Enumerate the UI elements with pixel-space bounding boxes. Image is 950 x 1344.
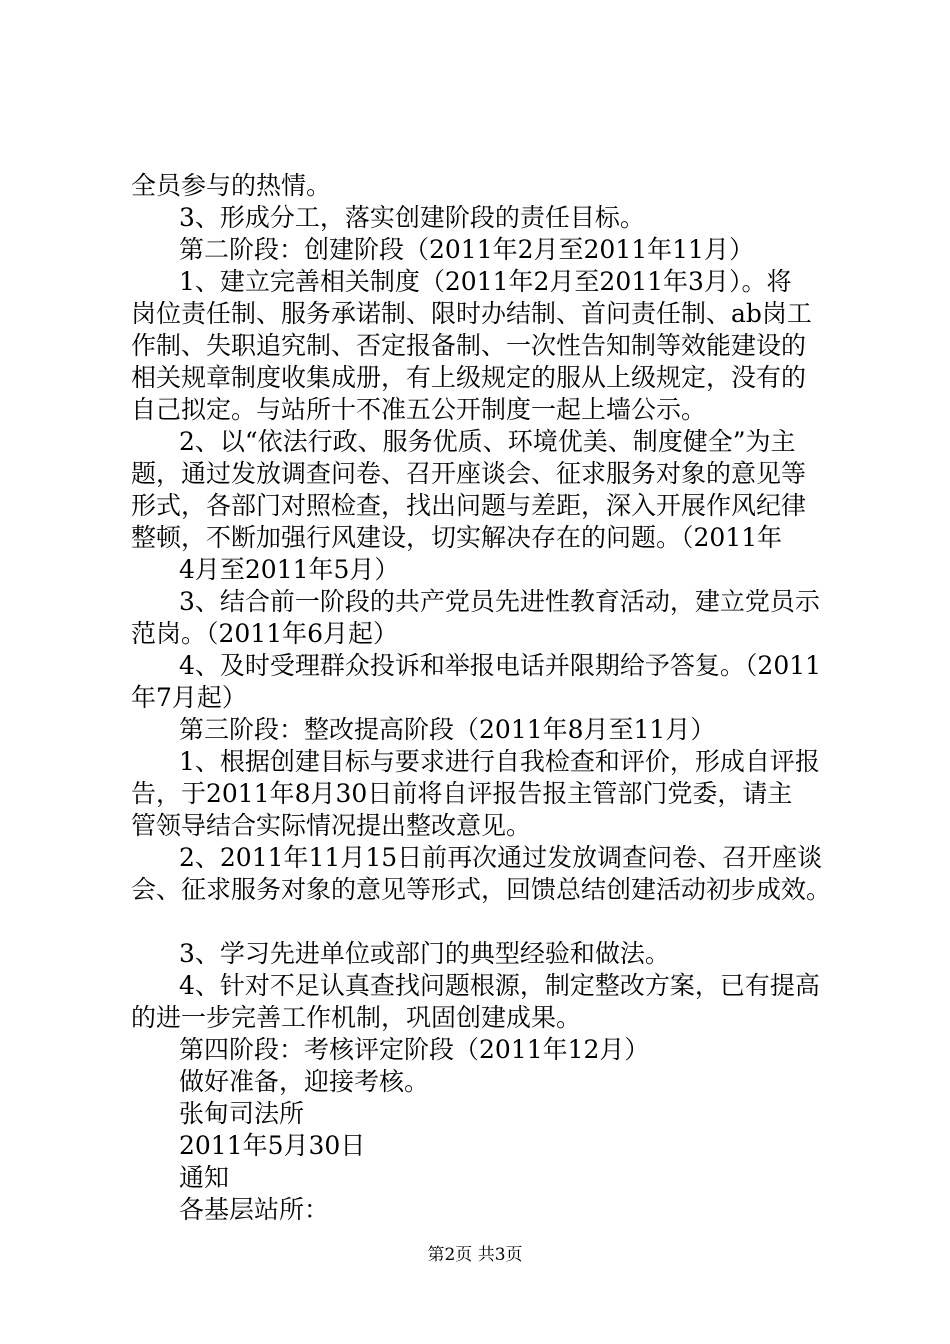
paragraph-gap <box>131 906 836 938</box>
signature-date: 2011年5月30日 <box>179 1131 366 1160</box>
text-line: 范岗。（2011年6月起） <box>131 619 399 648</box>
text-line: 做好准备，迎接考核。 <box>179 1067 430 1096</box>
text-line: 岗位责任制、服务承诺制、限时办结制、首问责任制、ab岗工 <box>131 299 812 328</box>
text-line: 4、针对不足认真查找问题根源，制定整改方案，已有提高 <box>179 971 820 1000</box>
text-line: 1、根据创建目标与要求进行自我检查和评价，形成自评报 <box>179 747 820 776</box>
text-line: 作制、失职追究制、否定报备制、一次性告知制等效能建设的 <box>131 331 807 360</box>
text-line: 4月至2011年5月） <box>179 555 400 584</box>
text-line: 相关规章制度收集成册，有上级规定的服从上级规定，没有的 <box>131 363 807 392</box>
section-heading: 第三阶段：整改提高阶段（2011年8月至11月） <box>179 715 716 744</box>
text-line: 年7月起） <box>131 683 247 712</box>
text-line: 3、结合前一阶段的共产党员先进性教育活动，建立党员示 <box>179 587 820 616</box>
signature-org: 张甸司法所 <box>179 1099 305 1128</box>
text-line: 会、征求服务对象的意见等形式，回馈总结创建活动初步成效。 <box>131 875 832 904</box>
text-line: 管领导结合实际情况提出整改意见。 <box>131 811 532 840</box>
text-line: 全员参与的热情。 <box>131 171 332 200</box>
text-line: 的进一步完善工作机制，巩固创建成果。 <box>131 1003 582 1032</box>
page-footer <box>0 1244 950 1266</box>
text-line: 4、及时受理群众投诉和举报电话并限期给予答复。（2011 <box>179 651 822 680</box>
text-line: 题，通过发放调查问卷、召开座谈会、征求服务对象的意见等 <box>131 459 807 488</box>
text-line: 告，于2011年8月30日前将自评报告报主管部门党委，请主 <box>131 779 793 808</box>
notice-recipient: 各基层站所： <box>179 1195 330 1224</box>
text-line: 2、2011年11月15日前再次通过发放调查问卷、召开座谈 <box>179 843 823 872</box>
text-line: 形式，各部门对照检查，找出问题与差距，深入开展作风纪律 <box>131 491 807 520</box>
text-line: 2、以“依法行政、服务优质、环境优美、制度健全”为主 <box>179 427 796 456</box>
document-body <box>131 170 836 1226</box>
section-heading: 第二阶段：创建阶段（2011年2月至2011年11月） <box>179 235 754 264</box>
section-heading: 第四阶段：考核评定阶段（2011年12月） <box>179 1035 650 1064</box>
text-line: 整顿，不断加强行风建设，切实解决存在的问题。（2011年 <box>131 523 783 552</box>
page-number: 第2页 共3页 <box>427 1245 523 1265</box>
text-line: 3、形成分工，落实创建阶段的责任目标。 <box>179 203 645 232</box>
text-line: 自己拟定。与站所十不准五公开制度一起上墙公示。 <box>131 395 707 424</box>
notice-title: 通知 <box>179 1163 230 1192</box>
text-line: 1、建立完善相关制度（2011年2月至2011年3月）。将 <box>179 267 792 296</box>
text-line: 3、学习先进单位或部门的典型经验和做法。 <box>179 939 670 968</box>
